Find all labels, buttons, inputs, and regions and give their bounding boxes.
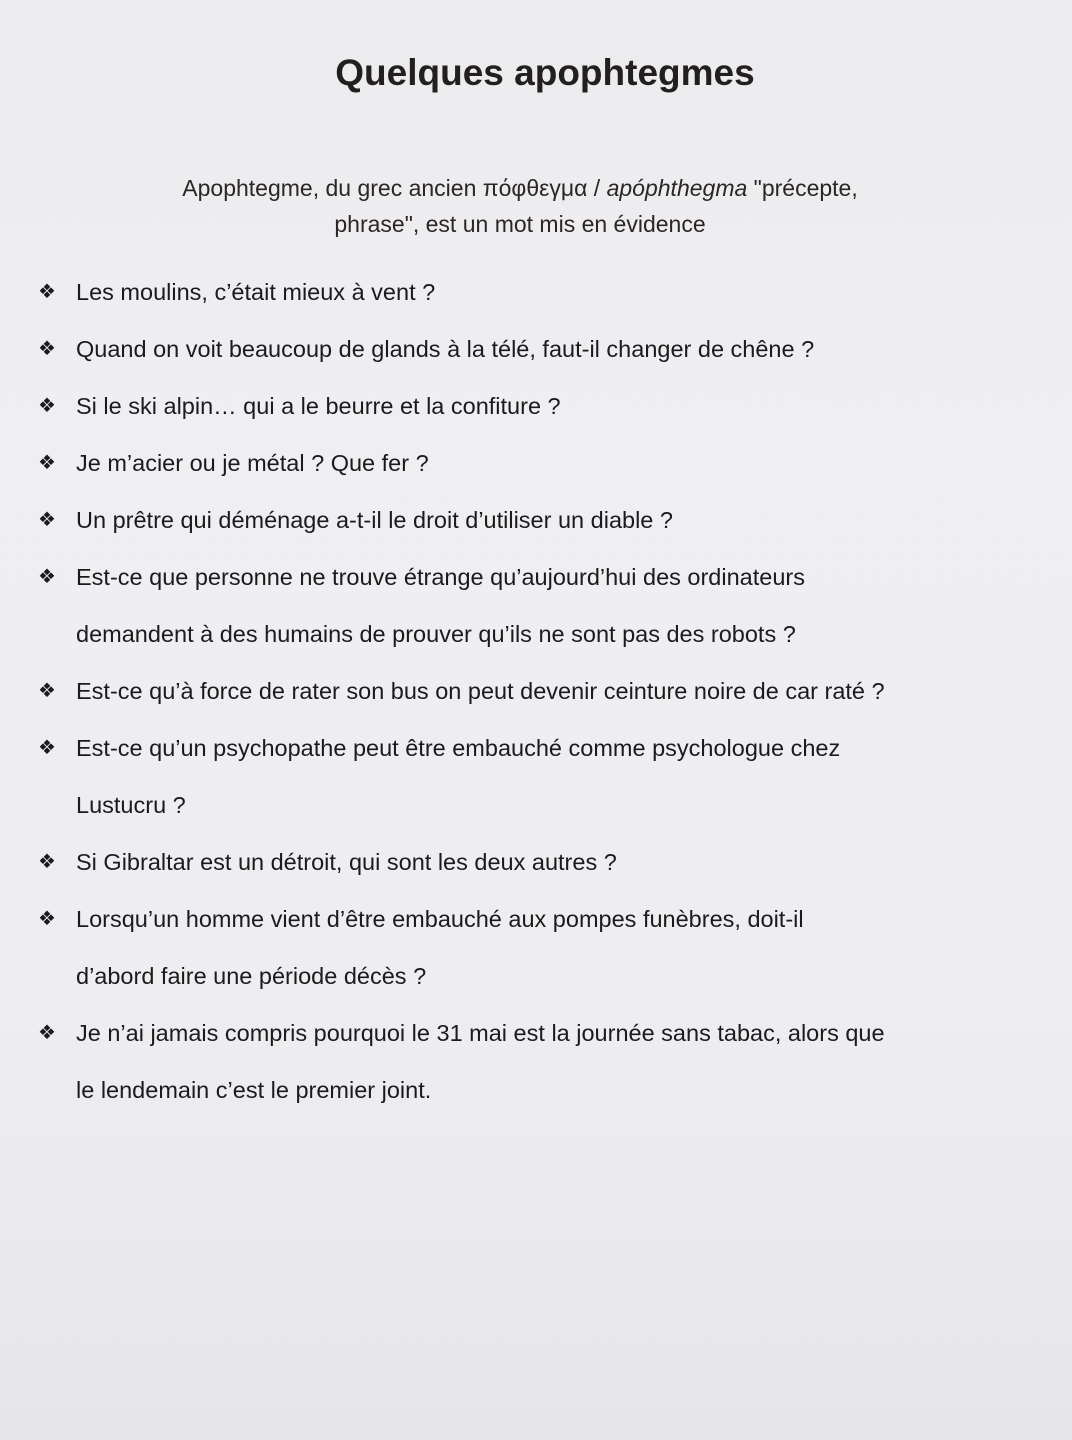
page-title: Quelques apophtegmes <box>335 52 755 93</box>
list-item-text: Si Gibraltar est un détroit, qui sont les deux autres ? <box>76 849 617 875</box>
list-item <box>38 435 1072 492</box>
diamond-bullet-icon: ❖ <box>38 680 56 702</box>
list-item <box>38 720 1072 834</box>
list-item <box>38 549 1072 663</box>
diamond-bullet-icon: ❖ <box>38 908 56 930</box>
diamond-bullet-icon: ❖ <box>38 509 56 531</box>
diamond-bullet-icon: ❖ <box>38 452 56 474</box>
intro-text: Apophtegme, du grec ancien πόφθεγμα / <box>182 175 607 201</box>
list-item <box>38 834 1072 891</box>
list-item-text: le lendemain c’est le premier joint. <box>76 1077 432 1103</box>
intro-italic-word: apóphthegma <box>606 175 748 201</box>
list-item-text: Est-ce qu’un psychopathe peut être embauché comme psychologue chez <box>76 735 841 761</box>
list-item <box>38 1005 1072 1119</box>
list-item-text: Les moulins, c’était mieux à vent ? <box>76 279 436 305</box>
diamond-bullet-icon: ❖ <box>38 737 56 759</box>
list-item <box>38 663 1072 720</box>
list-item-text: Si le ski alpin… qui a le beurre et la confiture ? <box>76 393 561 419</box>
intro-paragraph <box>90 170 950 242</box>
list-item-text: Je m’acier ou je métal ? Que fer ? <box>76 450 429 476</box>
diamond-bullet-icon: ❖ <box>38 338 56 360</box>
intro-text: phrase", est un mot mis en évidence <box>334 211 706 237</box>
apophthegm-list <box>38 264 1072 1119</box>
list-item <box>38 378 1072 435</box>
list-item <box>38 492 1072 549</box>
list-item <box>38 891 1072 1005</box>
diamond-bullet-icon: ❖ <box>38 851 56 873</box>
list-item-text: Un prêtre qui déménage a-t-il le droit d’utiliser un diable ? <box>76 507 673 533</box>
list-item <box>38 264 1072 321</box>
list-item-text: Lorsqu’un homme vient d’être embauché aux pompes funèbres, doit-il <box>76 906 804 932</box>
list-item-text: d’abord faire une période décès ? <box>76 963 427 989</box>
list-item-text: Quand on voit beaucoup de glands à la télé, faut-il changer de chêne ? <box>76 336 815 362</box>
diamond-bullet-icon: ❖ <box>38 566 56 588</box>
list-item-text: Est-ce qu’à force de rater son bus on peut devenir ceinture noire de car raté ? <box>76 678 885 704</box>
list-item-text: demandent à des humains de prouver qu’ils ne sont pas des robots ? <box>76 621 796 647</box>
list-item <box>38 321 1072 378</box>
diamond-bullet-icon: ❖ <box>38 281 56 303</box>
list-item-text: Lustucru ? <box>76 792 186 818</box>
list-item-text: Est-ce que personne ne trouve étrange qu’aujourd’hui des ordinateurs <box>76 564 805 590</box>
diamond-bullet-icon: ❖ <box>38 395 56 417</box>
list-item-text: Je n’ai jamais compris pourquoi le 31 mai est la journée sans tabac, alors que <box>76 1020 885 1046</box>
intro-text: "précepte, <box>747 175 858 201</box>
diamond-bullet-icon: ❖ <box>38 1022 56 1044</box>
